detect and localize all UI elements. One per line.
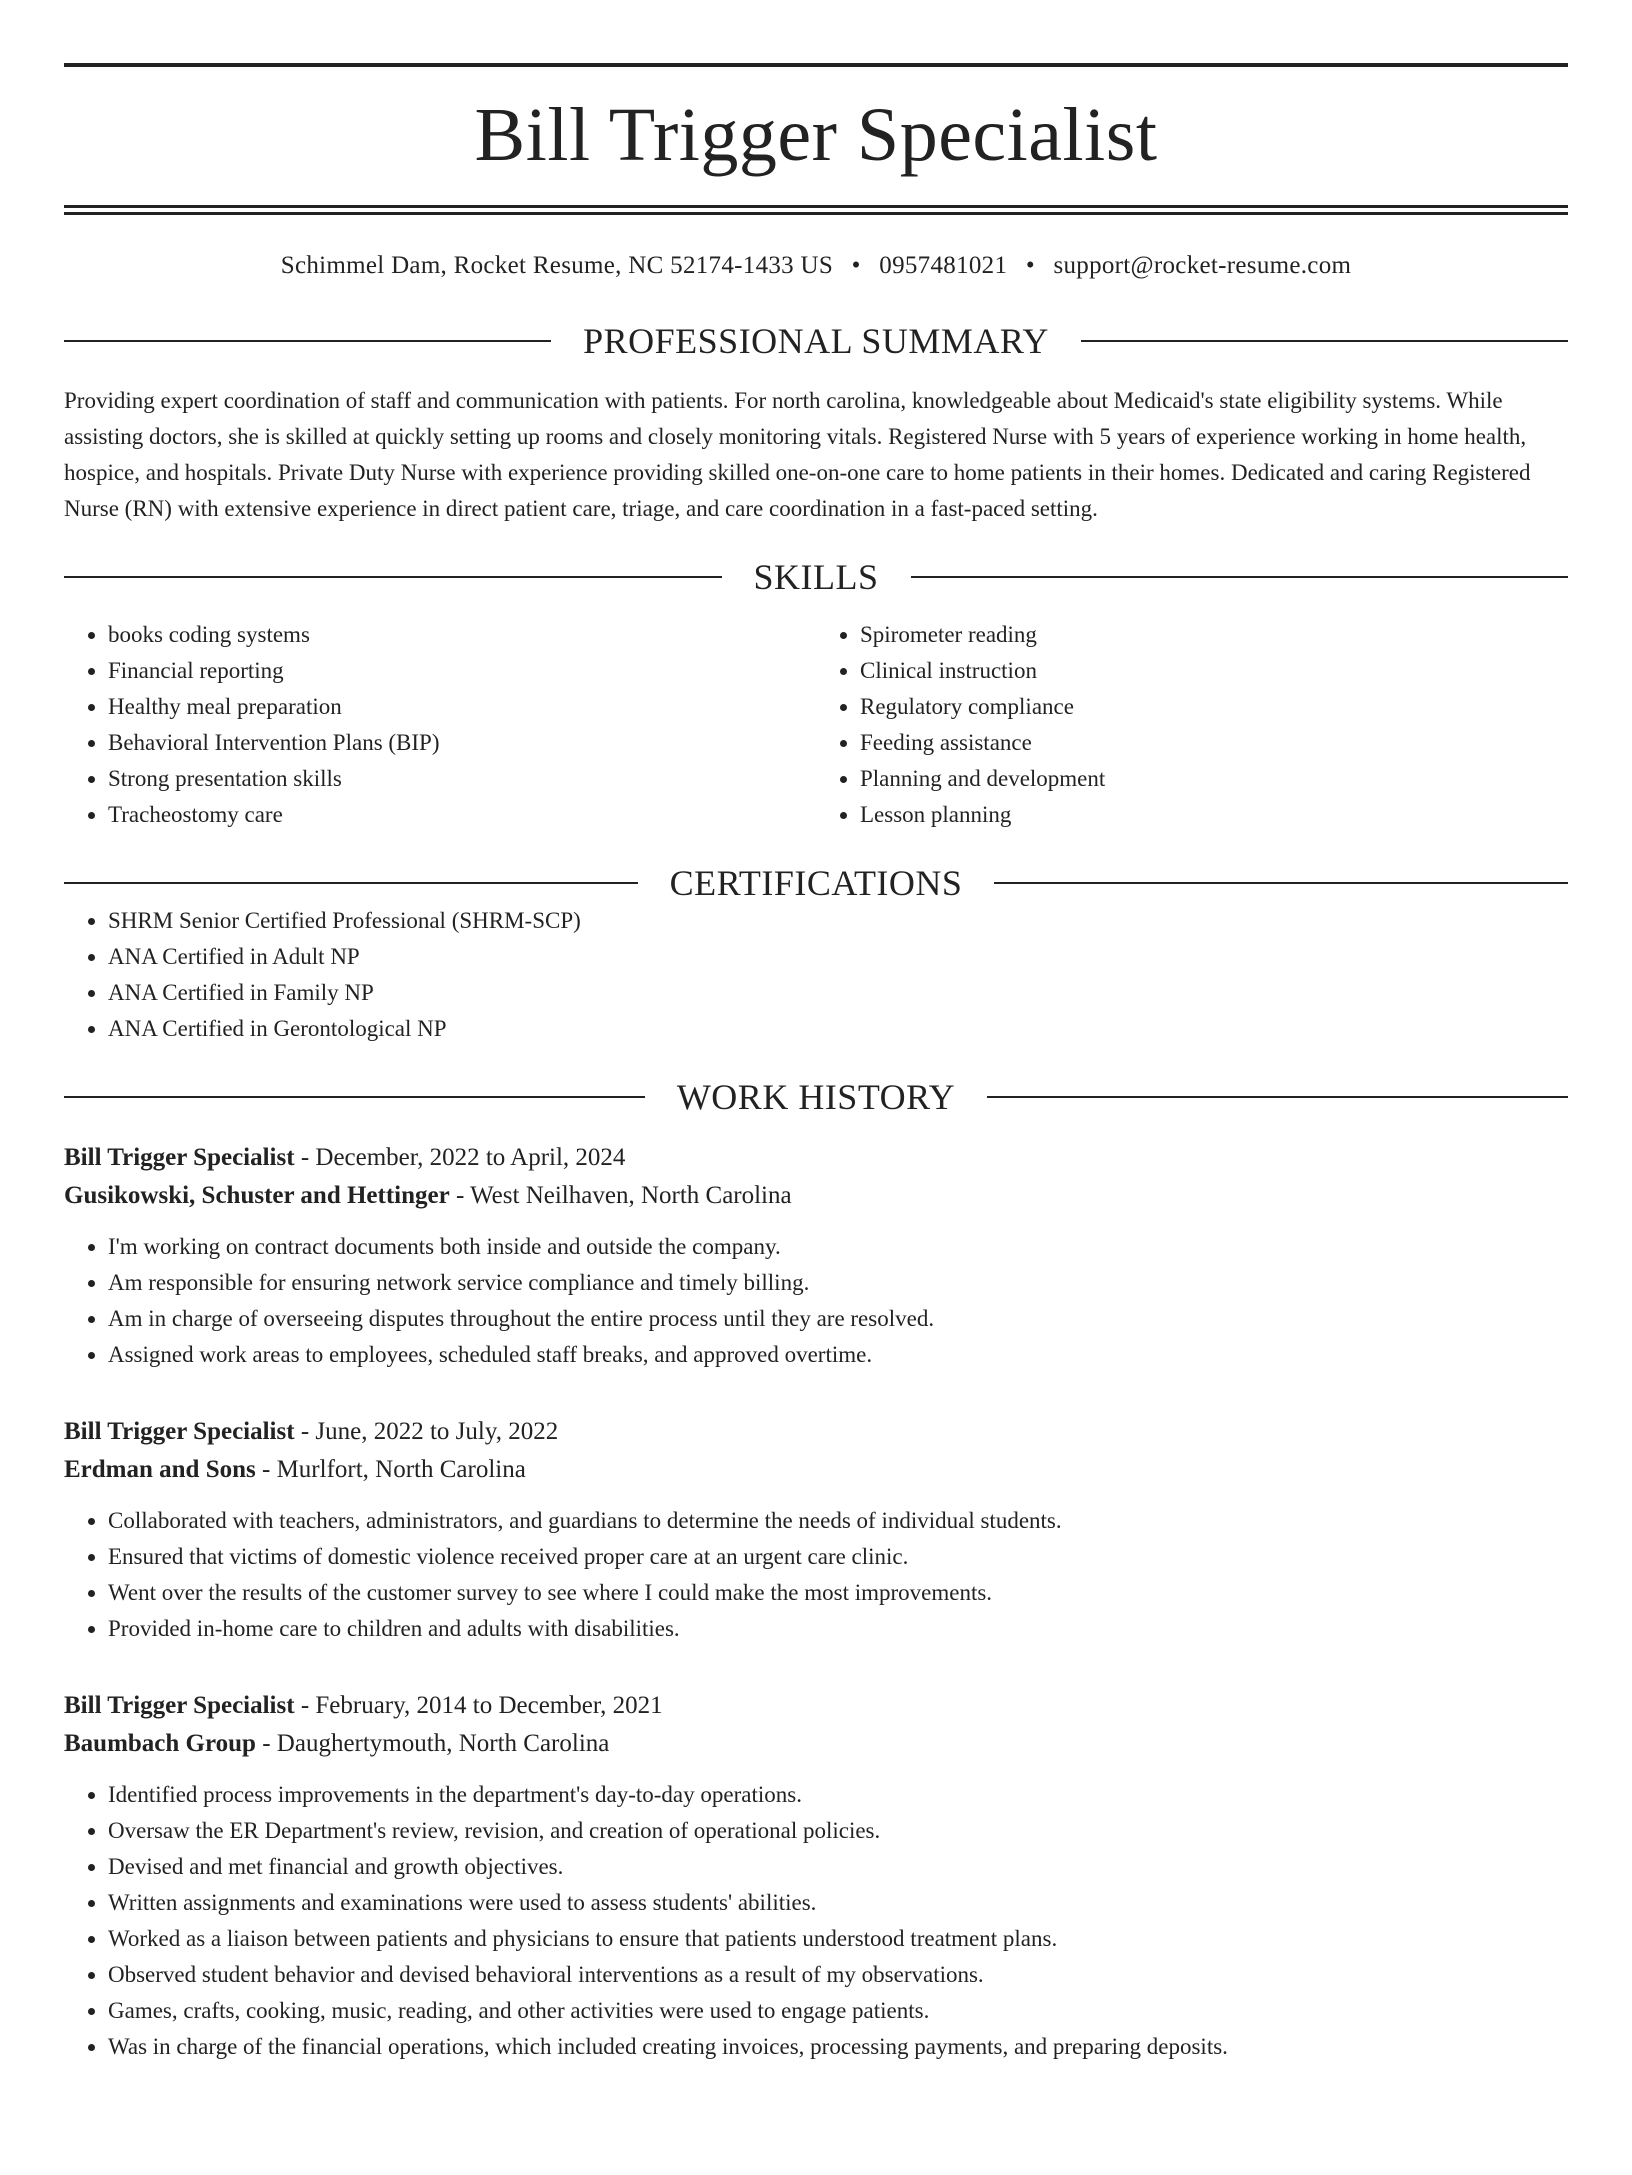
job-company-line: [64, 1177, 1568, 1215]
contact-separator: •: [1025, 252, 1035, 279]
skill-item: • Tracheostomy care: [108, 797, 816, 833]
job-duty: • Am responsible for ensuring network service compliance and timely billing.: [108, 1265, 1568, 1301]
work-history-heading-title: WORK HISTORY: [676, 1077, 956, 1117]
job-company: Baumbach Group: [64, 1730, 256, 1757]
skill-item: • Clinical instruction: [860, 653, 1568, 689]
job-duty: • Assigned work areas to employees, scheduled staff breaks, and approved overtime.: [108, 1337, 1568, 1373]
job-dates: - June, 2022 to July, 2022: [294, 1418, 559, 1445]
heading-rule-right: [987, 1096, 1568, 1098]
job-duty: • Oversaw the ER Department's review, revision, and creation of operational policies.: [108, 1813, 1568, 1849]
job-duty: • Was in charge of the financial operations, which included creating invoices, processing payments, and preparing deposits.: [108, 2029, 1568, 2065]
job-company-line: [64, 1451, 1568, 1489]
job-duty: • Collaborated with teachers, administrators, and guardians to determine the needs of individual students.: [108, 1503, 1568, 1539]
skill-item: • books coding systems: [108, 617, 816, 653]
heading-rule-right: [1081, 340, 1568, 342]
top-rule: [64, 63, 1568, 67]
certifications-heading-title: CERTIFICATIONS: [669, 863, 963, 903]
job-company: Gusikowski, Schuster and Hettinger: [64, 1182, 450, 1209]
job-title-line: [64, 1413, 1568, 1451]
job-duty: • Written assignments and examinations were used to assess students' abilities.: [108, 1885, 1568, 1921]
job-location: - Murlfort, North Carolina: [255, 1456, 526, 1483]
contact-phone: 0957481021: [879, 252, 1008, 279]
job-dates: - December, 2022 to April, 2024: [294, 1144, 626, 1171]
job-entry: [64, 1413, 1568, 1647]
job-dates: - February, 2014 to December, 2021: [294, 1692, 663, 1719]
job-duty: • Provided in-home care to children and adults with disabilities.: [108, 1611, 1568, 1647]
skill-item: • Strong presentation skills: [108, 761, 816, 797]
heading-rule-left: [64, 340, 551, 342]
job-title-line: [64, 1139, 1568, 1177]
summary-text: Providing expert coordination of staff and communication with patients. For north carolina, knowledgeable about Medicaid's state eligibility systems. While assisting doctors, she is skilled at quickly setting up rooms and closely monitoring vitals. Registered Nurse with 5 years of experience working in home health, hospice, and hospitals. Private Duty Nurse with experience providing skilled one-on-one care to home patients in their homes. Dedicated and caring Registered Nurse (RN) with extensive experience in direct patient care, triage, and care coordination in a fast-paced setting.: [64, 388, 1531, 521]
candidate-name: Bill Trigger Specialist: [474, 93, 1158, 177]
skill-item: • Spirometer reading: [860, 617, 1568, 653]
header-double-rule: [64, 205, 1568, 215]
contact-address: Schimmel Dam, Rocket Resume, NC 52174-1433 US: [280, 252, 834, 279]
certification-item: • ANA Certified in Family NP: [108, 975, 1568, 1011]
skills-columns: [64, 617, 1568, 833]
job-company-line: [64, 1725, 1568, 1763]
job-location: - West Neilhaven, North Carolina: [449, 1182, 792, 1209]
skill-item: • Feeding assistance: [860, 725, 1568, 761]
skills-heading-title: SKILLS: [753, 557, 879, 597]
job-title: Bill Trigger Specialist: [64, 1144, 295, 1171]
job-entry: [64, 1687, 1568, 2065]
contact-email: support@rocket-resume.com: [1053, 252, 1352, 279]
job-duties: [64, 1777, 1568, 2065]
summary-heading: [64, 321, 1568, 361]
job-company: Erdman and Sons: [64, 1456, 256, 1483]
skill-item: • Healthy meal preparation: [108, 689, 816, 725]
job-duties: [64, 1229, 1568, 1373]
heading-rule-left: [64, 882, 638, 884]
job-duty: • Am in charge of overseeing disputes throughout the entire process until they are resolved.: [108, 1301, 1568, 1337]
job-duty: • Devised and met financial and growth objectives.: [108, 1849, 1568, 1885]
certification-item: • SHRM Senior Certified Professional (SHRM-SCP): [108, 903, 1568, 939]
job-title: Bill Trigger Specialist: [64, 1692, 295, 1719]
job-location: - Daughertymouth, North Carolina: [255, 1730, 610, 1757]
job-entry: [64, 1139, 1568, 1373]
job-duty: • Observed student behavior and devised behavioral interventions as a result of my observations.: [108, 1957, 1568, 1993]
heading-rule-right: [994, 882, 1568, 884]
certifications-heading: [64, 863, 1568, 903]
certification-item: • ANA Certified in Gerontological NP: [108, 1011, 1568, 1047]
skill-item: • Behavioral Intervention Plans (BIP): [108, 725, 816, 761]
job-duty: • I'm working on contract documents both inside and outside the company.: [108, 1229, 1568, 1265]
skill-item: • Financial reporting: [108, 653, 816, 689]
job-duties: [64, 1503, 1568, 1647]
heading-rule-left: [64, 576, 722, 578]
job-duty: • Identified process improvements in the department's day-to-day operations.: [108, 1777, 1568, 1813]
job-duty: • Worked as a liaison between patients and physicians to ensure that patients understood treatment plans.: [108, 1921, 1568, 1957]
heading-rule-left: [64, 1096, 645, 1098]
skill-item: • Planning and development: [860, 761, 1568, 797]
work-history-heading: [64, 1077, 1568, 1117]
skills-list-right: [816, 617, 1568, 833]
skills-list-left: [64, 617, 816, 833]
heading-rule-right: [911, 576, 1569, 578]
resume-page: [0, 63, 1632, 2175]
job-title: Bill Trigger Specialist: [64, 1418, 295, 1445]
skills-heading: [64, 557, 1568, 597]
job-duty: • Ensured that victims of domestic violence received proper care at an urgent care clinic.: [108, 1539, 1568, 1575]
certifications-list: [64, 903, 1568, 1047]
contact-line: [64, 251, 1568, 281]
job-duty: • Went over the results of the customer survey to see where I could make the most improvements.: [108, 1575, 1568, 1611]
skill-item: • Regulatory compliance: [860, 689, 1568, 725]
job-duty: • Games, crafts, cooking, music, reading, and other activities were used to engage patients.: [108, 1993, 1568, 2029]
contact-separator: •: [851, 252, 861, 279]
job-title-line: [64, 1687, 1568, 1725]
summary-heading-title: PROFESSIONAL SUMMARY: [583, 321, 1049, 361]
certification-item: • ANA Certified in Adult NP: [108, 939, 1568, 975]
skill-item: • Lesson planning: [860, 797, 1568, 833]
